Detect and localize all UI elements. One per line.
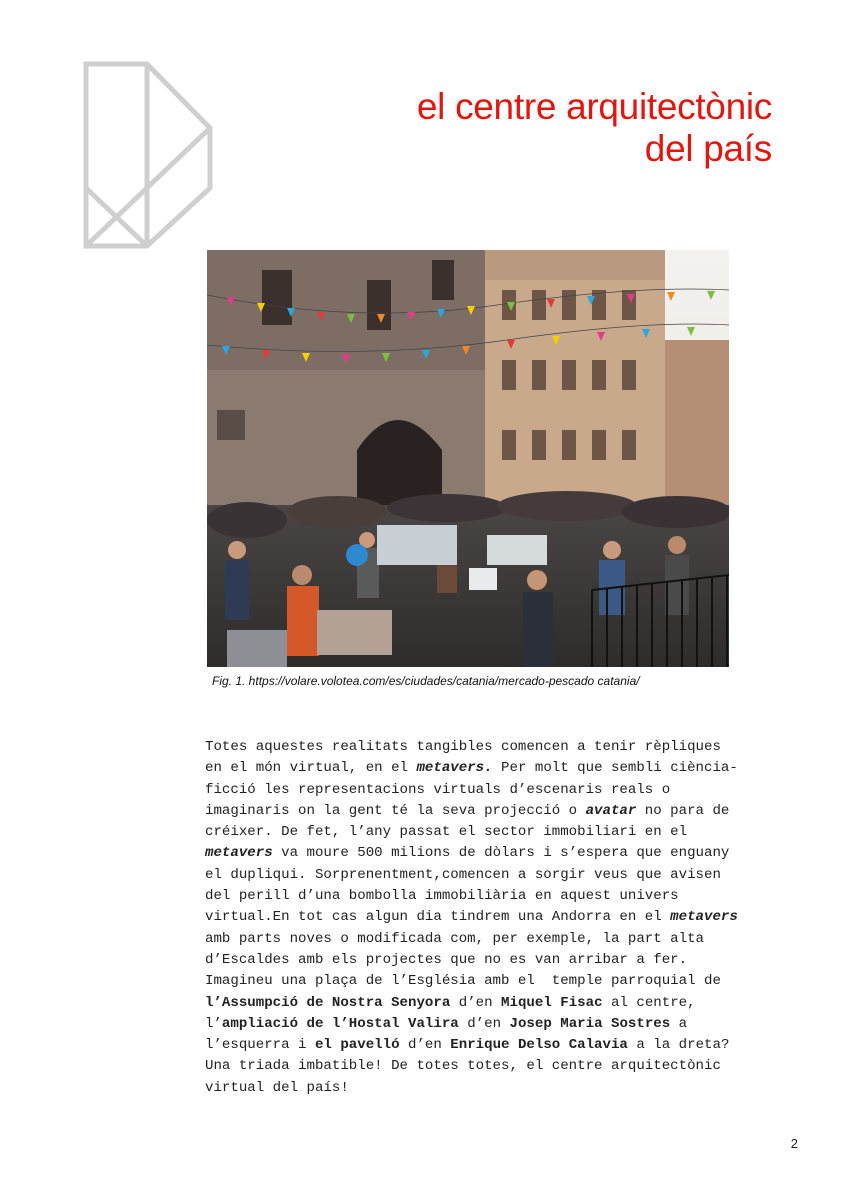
body-text-segment: al centre, xyxy=(602,994,696,1011)
architecture-logo-icon xyxy=(82,60,214,250)
body-text-segment: Enrique Delso Calavia xyxy=(450,1037,628,1054)
body-paragraph xyxy=(205,737,805,1099)
body-text-segment: d’en xyxy=(450,994,502,1011)
body-text-segment: a la dreta? xyxy=(627,1037,730,1054)
body-text-segment: créixer. De fet, l’any passat el sector immobiliari en el xyxy=(205,824,688,841)
body-text-segment: Totes aquestes realitats tangibles comencen a tenir rèpliques xyxy=(205,739,721,755)
body-line xyxy=(205,971,805,992)
body-text-segment: no para de xyxy=(636,802,730,819)
body-text-segment: el pavelló xyxy=(314,1037,400,1054)
body-text-segment: el dupliqui. Sorprenentment,comencen a sorgir veus que avisen xyxy=(205,866,721,883)
body-line xyxy=(205,737,805,758)
body-text-segment: l’Assumpció de Nostra Senyora xyxy=(205,994,451,1011)
body-line xyxy=(205,1056,805,1077)
body-line xyxy=(205,822,805,843)
body-line xyxy=(205,801,805,822)
body-text-segment: Una triada imbatible! De totes totes, el centre arquitectònic xyxy=(205,1058,721,1075)
body-text-segment: ficció les representacions virtuals d’escenaris reals o xyxy=(205,781,671,798)
body-text-segment: metavers xyxy=(670,909,738,926)
body-text-segment: Miquel Fisac xyxy=(501,994,603,1011)
body-text-segment: Josep Maria Sostres xyxy=(509,1015,671,1032)
body-line xyxy=(205,843,805,864)
body-line xyxy=(205,907,805,928)
figure-caption: Fig. 1. https://volare.volotea.com/es/ciudades/catania/mercado-pescado catania/ xyxy=(212,674,640,688)
body-text-segment: a xyxy=(670,1015,688,1032)
page-title-line-2: del país xyxy=(644,128,772,169)
body-text-segment: Per molt que sembli ciència- xyxy=(492,760,738,777)
body-text-segment: virtual.En tot cas algun dia tindrem una Andorra en el xyxy=(205,909,671,926)
page-number: 2 xyxy=(790,1136,798,1151)
body-text-segment: l’esquerra i xyxy=(205,1037,315,1054)
body-line xyxy=(205,1078,805,1099)
body-text-segment: en el món virtual, en el xyxy=(205,760,417,777)
body-line xyxy=(205,780,805,801)
body-text-segment: imaginaris on la gent té la seva projecció o xyxy=(205,802,586,819)
fish-market-photo xyxy=(207,250,729,667)
page-title-line-1: el centre arquitectònic xyxy=(416,86,772,127)
body-line xyxy=(205,929,805,950)
page-title xyxy=(252,86,772,170)
body-text-segment: d’en xyxy=(458,1015,510,1032)
body-line xyxy=(205,993,805,1014)
body-line xyxy=(205,886,805,907)
body-text-segment: metavers. xyxy=(416,760,493,777)
body-text-segment: amb parts noves o modificada com, per exemple, la part alta xyxy=(205,930,704,947)
body-text-segment: d’Escaldes amb els projectes que no es van arribar a fer. xyxy=(205,951,688,968)
body-text-segment: d’en xyxy=(399,1037,451,1054)
body-text-segment: virtual del país! xyxy=(205,1079,349,1096)
body-line xyxy=(205,950,805,971)
body-text-segment: avatar xyxy=(585,802,637,819)
body-line xyxy=(205,758,805,779)
body-text-segment: metavers xyxy=(205,845,273,862)
body-line xyxy=(205,865,805,886)
body-text-segment: ampliació de l’Hostal Valira xyxy=(221,1015,459,1032)
body-line xyxy=(205,1035,805,1056)
body-text-segment: Imagineu una plaça de l’Església amb el temple parroquial de xyxy=(205,973,721,990)
body-text-segment: l’ xyxy=(205,1015,222,1032)
body-line xyxy=(205,1014,805,1035)
body-text-segment: del perill d’una bombolla immobiliària en aquest univers xyxy=(205,888,679,905)
body-text-segment: va moure 500 milions de dòlars i s’espera que enguany xyxy=(272,845,730,862)
